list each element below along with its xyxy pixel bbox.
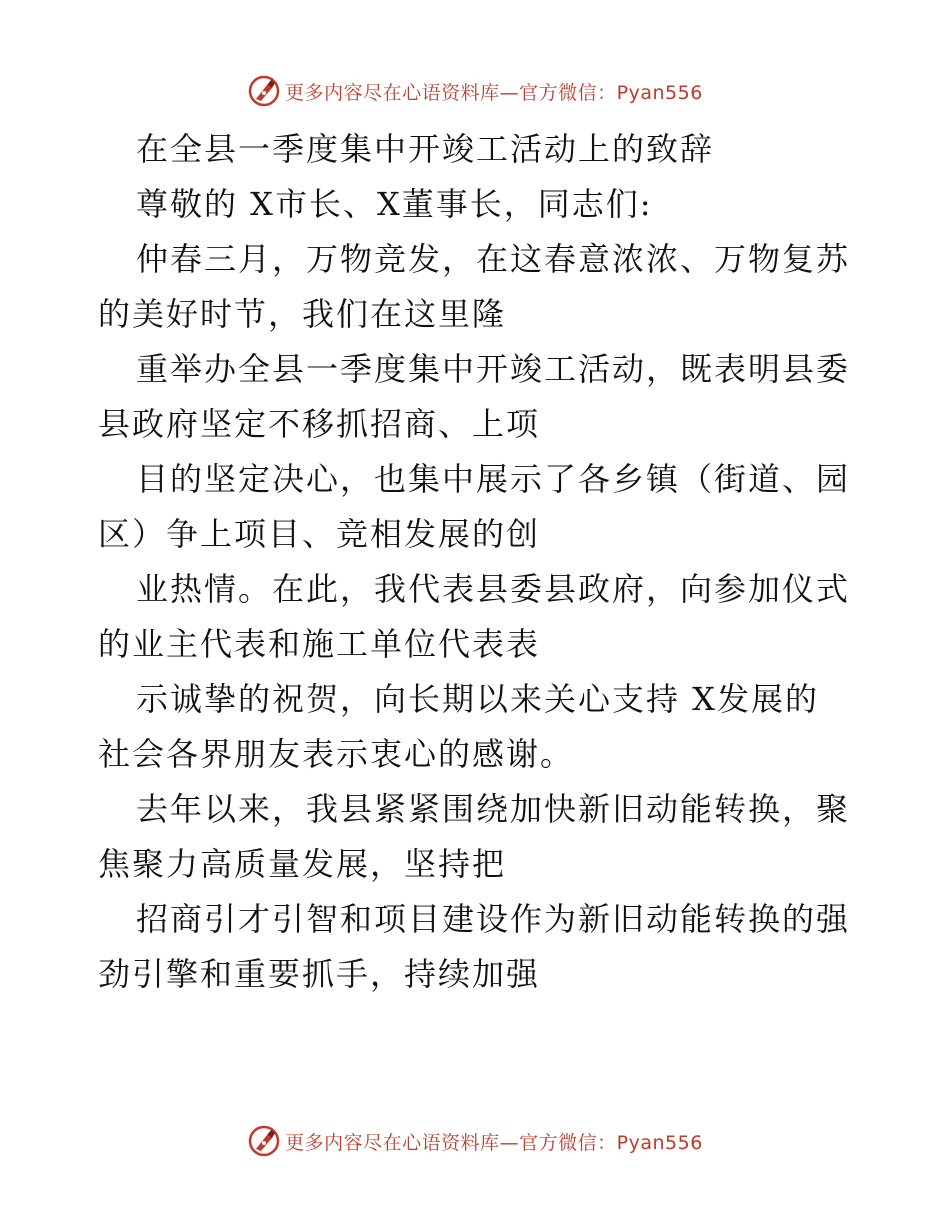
doc-line: 县政府坚定不移抓招商、上项 <box>98 405 541 443</box>
pen-nib-logo-icon <box>247 1124 281 1158</box>
doc-line: 仲春三月，万物竞发，在这春意浓浓、万物复苏 <box>136 240 851 278</box>
doc-line: 业热情。在此，我代表县委县政府，向参加仪式 <box>136 570 851 608</box>
doc-line: 尊敬的 X市长、X董事长，同志们: <box>136 185 653 223</box>
pen-nib-logo-icon <box>247 74 281 108</box>
doc-line: 去年以来，我县紧紧围绕加快新旧动能转换，聚 <box>136 790 851 828</box>
document-body <box>98 122 858 1002</box>
doc-line: 示诚挚的祝贺，向长期以来关心支持 X发展的 <box>136 680 819 718</box>
doc-line: 招商引才引智和项目建设作为新旧动能转换的强 <box>136 900 851 938</box>
header-watermark <box>0 71 950 111</box>
document-title: 在全县一季度集中开竣工活动上的致辞 <box>136 130 715 168</box>
doc-line: 重举办全县一季度集中开竣工活动，既表明县委 <box>136 350 851 388</box>
doc-line: 目的坚定决心，也集中展示了各乡镇（街道、园 <box>136 460 851 498</box>
doc-line: 焦聚力高质量发展，坚持把 <box>98 845 507 883</box>
watermark-text: 更多内容尽在心语资料库—官方微信：Pyan556 <box>285 1131 703 1154</box>
doc-line: 劲引擎和重要抓手，持续加强 <box>98 955 541 993</box>
doc-line: 区）争上项目、竞相发展的创 <box>98 515 541 553</box>
watermark-text: 更多内容尽在心语资料库—官方微信：Pyan556 <box>285 81 703 104</box>
footer-watermark <box>0 1121 950 1161</box>
doc-line: 的业主代表和施工单位代表表 <box>98 625 541 663</box>
doc-line: 的美好时节，我们在这里隆 <box>98 295 507 333</box>
doc-line: 社会各界朋友表示衷心的感谢。 <box>98 735 575 773</box>
